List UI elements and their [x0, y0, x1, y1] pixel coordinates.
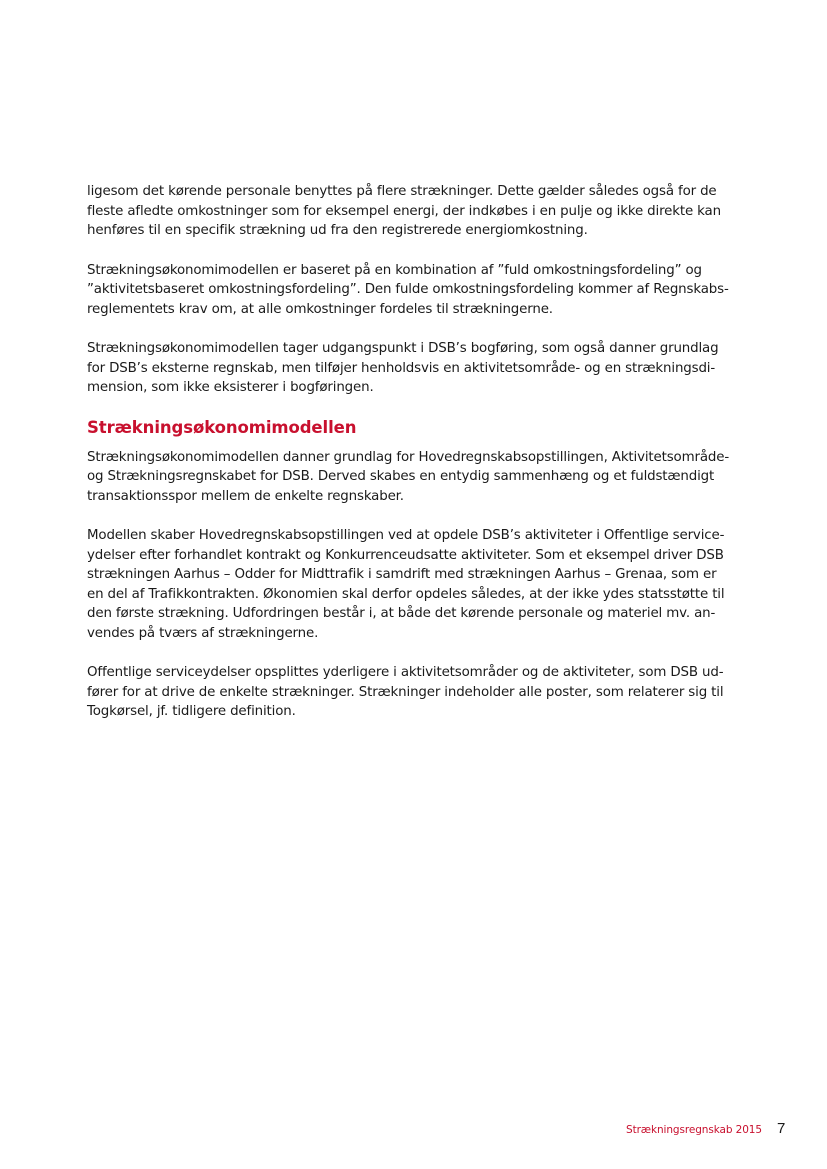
text-line: og Strækningsregnskabet for DSB. Derved skabes en entydig sammenhæng og et fuldstændigt	[87, 469, 715, 484]
paragraph-main-accounts	[87, 526, 751, 643]
paragraph-model-basis	[87, 261, 751, 320]
text-line: vendes på tværs af strækningerne.	[87, 625, 319, 641]
paragraph-intro	[87, 182, 751, 241]
text-line: Modellen skaber Hovedregnskabsopstillingen ved at opdele DSB’s aktiviteter i Offentlige service-	[87, 528, 725, 543]
text-line: transaktionsspor mellem de enkelte regnskaber.	[87, 488, 404, 504]
footer-document-title: Strækningsregnskab 2015	[626, 1124, 762, 1136]
section-heading: Strækningsøkonomimodellen	[87, 417, 357, 437]
text-line: Strækningsøkonomimodellen tager udgangspunkt i DSB’s bogføring, som også danner grundlag	[87, 341, 719, 356]
text-line: ydelser efter forhandlet kontrakt og Konkurrenceudsatte aktiviteter. Som et eksempel driver DSB	[87, 547, 724, 563]
text-line: Strækningsøkonomimodellen er baseret på en kombination af ”fuld omkostningsfordeling” og	[87, 262, 702, 278]
page-number: 7	[777, 1120, 786, 1137]
text-line: den første strækning. Udfordringen består i, at både det kørende personale og materiel mv. an-	[87, 606, 716, 621]
paragraph-foundation	[87, 448, 751, 507]
page-content	[87, 182, 751, 722]
text-line: en del af Trafikkontrakten. Økonomien skal derfor opdeles således, at der ikke ydes statsstøtte til	[87, 586, 725, 602]
paragraph-bookkeeping	[87, 339, 751, 398]
text-line: Togkørsel, jf. tidligere definition.	[87, 704, 296, 719]
text-line: fører for at drive de enkelte strækninger. Strækninger indeholder alle poster, som relaterer sig til	[87, 684, 724, 700]
text-line: mension, som ikke eksisterer i bogføringen.	[87, 380, 374, 395]
text-line: reglementets krav om, at alle omkostninger fordeles til strækningerne.	[87, 301, 553, 317]
text-line: strækningen Aarhus – Odder for Midttrafik i samdrift med strækningen Aarhus – Grenaa, som er	[87, 567, 717, 582]
text-line: henføres til en specifik strækning ud fra den registrerede energiomkostning.	[87, 223, 588, 238]
paragraph-public-services	[87, 663, 751, 722]
text-line: Offentlige serviceydelser opsplittes yderligere i aktivitetsområder og de aktiviteter, som DSB ud-	[87, 665, 724, 680]
text-line: ”aktivitetsbaseret omkostningsfordeling”. Den fulde omkostningsfordeling kommer af Regnskabs-	[87, 282, 729, 297]
text-line: for DSB’s eksterne regnskab, men tilføjer henholdsvis en aktivitetsområde- og en strækningsdi-	[87, 360, 716, 376]
text-line: Strækningsøkonomimodellen danner grundlag for Hovedregnskabsopstillingen, Aktivitetsområde-	[87, 449, 730, 465]
text-line: fleste afledte omkostninger som for eksempel energi, der indkøbes i en pulje og ikke direkte kan	[87, 203, 721, 219]
text-line: ligesom det kørende personale benyttes på flere strækninger. Dette gælder således også for de	[87, 184, 717, 199]
